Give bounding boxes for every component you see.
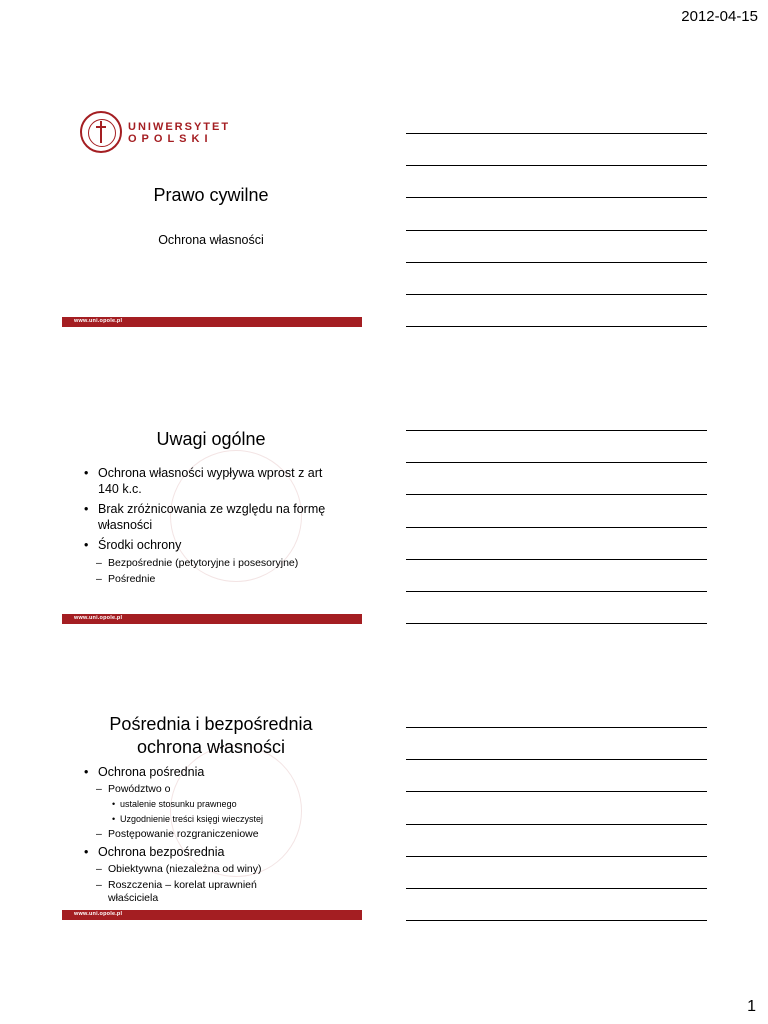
slide3-subbullet: – Postępowanie rozgraniczeniowe	[70, 828, 334, 841]
print-date: 2012-04-15	[681, 8, 758, 25]
slide3-subsubbullet: • ustalenie stosunku prawnego	[84, 798, 334, 810]
slide2-subbullet: – Pośrednie	[70, 573, 334, 586]
slide3-website: www.uni.opole.pl	[74, 911, 123, 917]
logo-line2: OPOLSKI	[128, 133, 213, 145]
slide2-website: www.uni.opole.pl	[74, 615, 123, 621]
university-seal-icon	[80, 111, 122, 153]
slide3-bullet-list	[84, 764, 334, 908]
university-logo	[80, 111, 231, 155]
slide3-subsubbullet: • Uzgodnienie treści księgi wieczystej	[84, 813, 334, 825]
slide2-bullet-list	[84, 465, 334, 589]
slide1-footer-bar	[62, 317, 362, 327]
slide3-subbullet: – Roszczenia – korelat uprawnień właściciela	[70, 879, 293, 905]
slide2-bullet: • Brak zróżnicowania ze względu na formę własności	[84, 501, 334, 533]
slide3-footer-bar	[62, 910, 362, 920]
slide2-bullet: • Środki ochrony	[84, 537, 334, 553]
slide3-title: Pośrednia i bezpośrednia ochrona własności	[109, 714, 313, 757]
slide2-title: Uwagi ogólne	[156, 429, 266, 449]
slide3-bullet: • Ochrona pośrednia	[84, 764, 334, 780]
slide1-subtitle: Ochrona własności	[158, 233, 264, 247]
slide3-bullet: • Ochrona bezpośrednia	[84, 844, 334, 860]
slide3-subbullet: – Powództwo o	[70, 783, 334, 796]
slide3-subbullet: – Obiektywna (niezależna od winy)	[70, 863, 334, 876]
slide1-website: www.uni.opole.pl	[74, 318, 123, 324]
slide1-title: Prawo cywilne	[153, 185, 269, 205]
slide2-footer-bar	[62, 614, 362, 624]
cross-icon	[95, 121, 107, 143]
slide2-subbullet: – Bezpośrednie (petytoryjne i posesoryjne)	[70, 557, 334, 570]
slide2-bullet: • Ochrona własności wypływa wprost z art 140 k.c.	[84, 465, 334, 497]
page-number: 1	[747, 998, 756, 1015]
logo-line1: UNIWERSYTET	[128, 121, 231, 133]
